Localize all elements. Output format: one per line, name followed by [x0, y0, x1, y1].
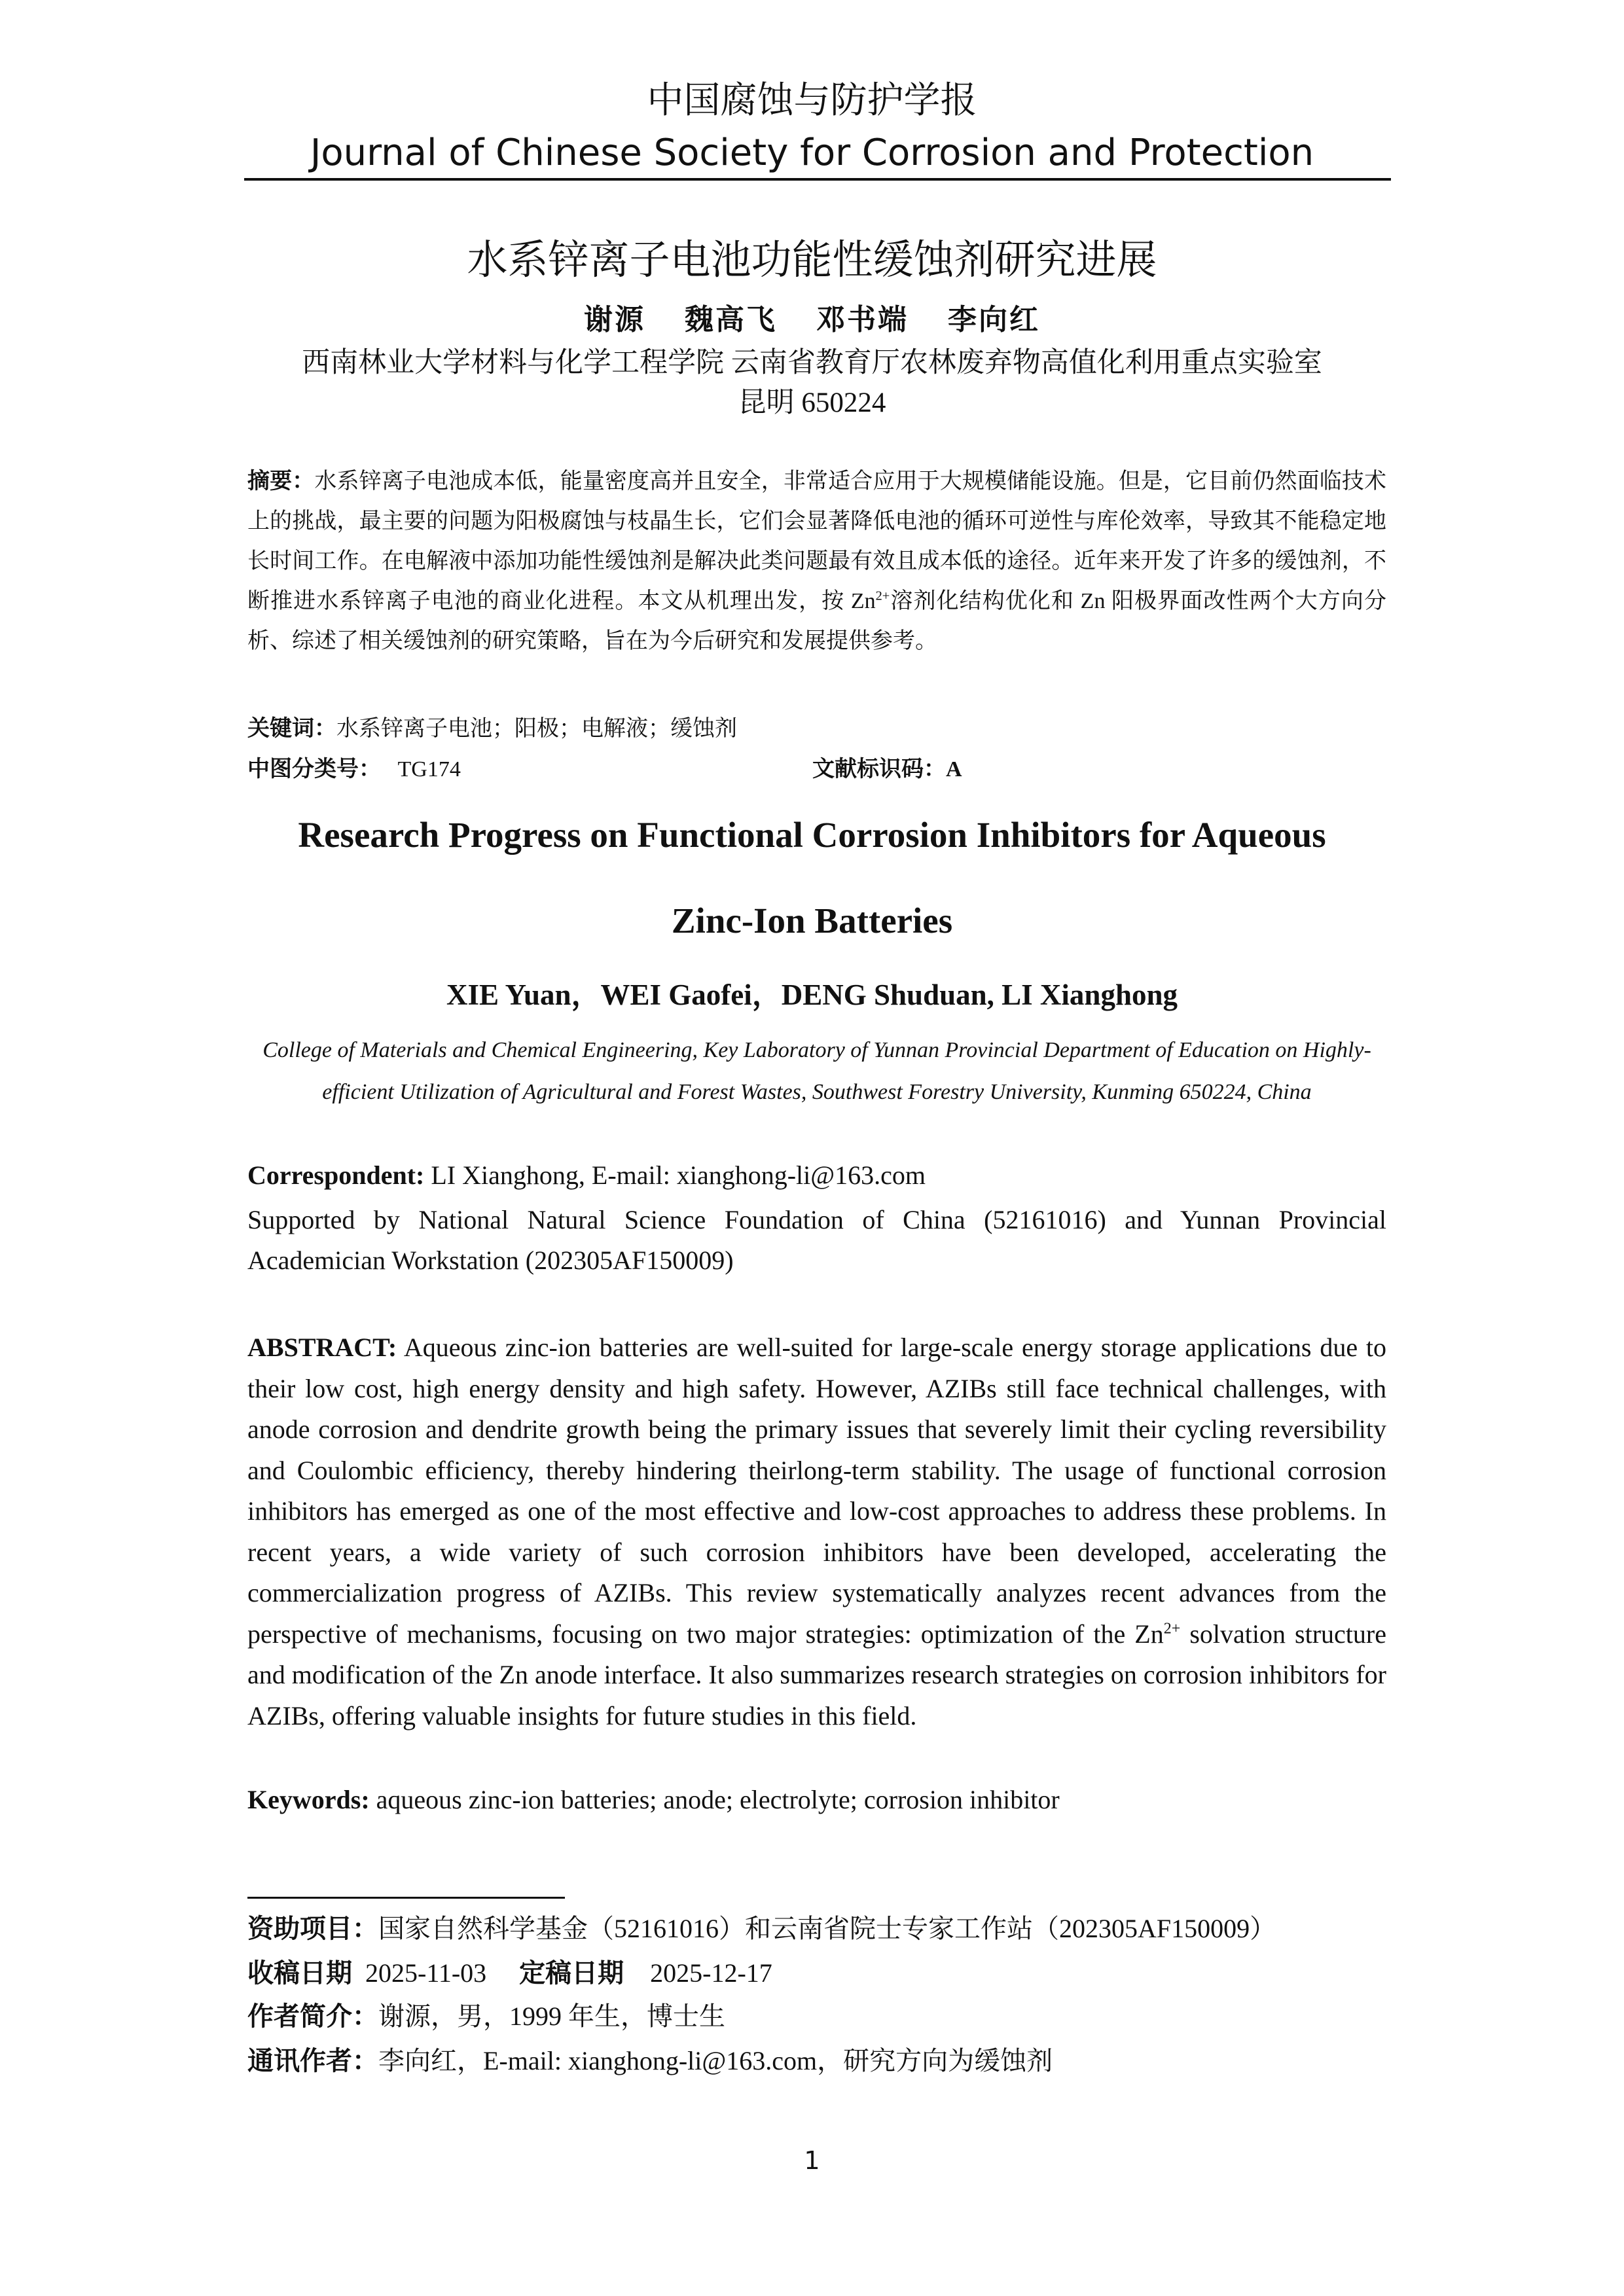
received-date: 2025-11-03: [365, 1958, 487, 1988]
footnote-author-bio: [247, 1998, 725, 2036]
abstract-en-text: solvation structure and modification of the Zn anode interface. It also summarizes research strategies on corrosion inhibitors for AZIBs, offering valuable insights for future studies in this field.: [247, 1619, 1386, 1731]
keywords-cn: [247, 712, 737, 745]
paper-title-en-line2: Zinc-Ion Batteries: [671, 901, 953, 941]
affiliation-cn-city: 昆明 650224: [738, 387, 886, 418]
footnote-dates: [247, 1954, 772, 1992]
keywords-en-label: Keywords:: [247, 1785, 370, 1814]
correspondent-en-label: Correspondent:: [247, 1160, 425, 1190]
header-rule: [244, 178, 1391, 181]
author-list-cn: [0, 300, 1624, 340]
funding-en: Supported by National Natural Science Foundation of China (52161016) and Yunnan Provincial Academician Workstation (202305AF150009): [247, 1205, 1386, 1275]
author-list-en: XIE Yuan，WEI Gaofei，DENG Shuduan, LI Xianghong: [446, 978, 1178, 1011]
footnote-funding: [247, 1910, 1276, 1948]
journal-name-en: Journal of Chinese Society for Corrosion and Protection: [310, 132, 1314, 174]
corresponding-author-value: 李向红，E-mail: xianghong-li@163.com，研究方向为缓蚀剂: [378, 2046, 1053, 2075]
document-code-value: A: [946, 757, 962, 781]
affiliation-en: College of Materials and Chemical Engineering, Key Laboratory of Yunnan Provincial Department of Education on Highly-efficient Utilization of Agricultural and Forest Wastes, Southwest Forestry University, Kunming 650224, China: [262, 1038, 1371, 1104]
clc-label: 中图分类号：: [247, 756, 381, 782]
clc-number: [247, 753, 461, 786]
abstract-en-text: Aqueous zinc-ion batteries are well-suited for large-scale energy storage applications due to their low cost, high energy density and high safety. However, AZIBs still face technical challenges, with anode corrosion and dendrite growth being the primary issues that severely limit their cycling reversibility and Coulombic efficiency, thereby hindering theirlong-term stability. The usage of functional corrosion inhibitors has emerged as one of the most effective and low-cost approaches to address these problems. In recent years, a wide variety of such corrosion inhibitors have been developed, accelerating the commercialization progress of AZIBs. This review systematically analyzes recent advances from the perspective of mechanisms, focusing on two major strategies: optimization of the Zn: [247, 1333, 1387, 1649]
footnote-funding-label: 资助项目：: [247, 1914, 378, 1944]
superscript: 2+: [1163, 1620, 1181, 1638]
clc-value: TG174: [397, 757, 461, 781]
affiliation-cn: 西南林业大学材料与化学工程学院 云南省教育厅农林废弃物高值化利用重点实验室: [302, 348, 1322, 378]
abstract-cn-label: 摘要：: [247, 468, 315, 494]
abstract-cn-text: 溶剂化结构优化和 Zn 阳极界面改性两个大方向分析、综述了相关缓蚀剂的研究策略，旨在为今后研究和发展提供参考。: [247, 589, 1386, 653]
received-label: 收稿日期: [247, 1958, 352, 1988]
journal-name-cn: 中国腐蚀与防护学报: [647, 79, 977, 122]
document-code: [812, 753, 962, 786]
keywords-cn-label: 关键词：: [247, 715, 336, 742]
page-number: 1: [804, 2146, 820, 2175]
keywords-en: [247, 1780, 1060, 1820]
correspondent-en: [247, 1156, 926, 1195]
author-cn: 李向红: [948, 304, 1040, 336]
abstract-cn: [247, 461, 1386, 661]
superscript: 2+: [875, 588, 890, 603]
author-cn: 谢源: [584, 304, 645, 336]
keywords-en-text: aqueous zinc-ion batteries; anode; electrolyte; corrosion inhibitor: [376, 1785, 1060, 1814]
document-code-label: 文献标识码：: [812, 756, 946, 782]
paper-title-en-line1: Research Progress on Functional Corrosion Inhibitors for Aqueous: [298, 815, 1326, 855]
author-bio-value: 谢源，男，1999 年生，博士生: [378, 2001, 725, 2031]
abstract-en: [247, 1327, 1386, 1736]
keywords-cn-text: 水系锌离子电池；阳极；电解液；缓蚀剂: [336, 717, 737, 741]
author-bio-label: 作者简介：: [247, 2001, 378, 2032]
footnote-rule: [247, 1897, 565, 1899]
author-cn: 邓书端: [816, 304, 909, 336]
paper-title-cn: 水系锌离子电池功能性缓蚀剂研究进展: [467, 236, 1157, 283]
abstract-en-label: ABSTRACT:: [247, 1333, 397, 1362]
accepted-date: 2025-12-17: [650, 1958, 772, 1988]
author-cn: 魏高飞: [685, 304, 777, 336]
footnote-corresponding-author: [247, 2042, 1053, 2080]
corresponding-author-label: 通讯作者：: [247, 2046, 378, 2076]
footnote-funding-value: 国家自然科学基金（52161016）和云南省院士专家工作站（202305AF150009）: [378, 1914, 1276, 1943]
accepted-label: 定稿日期: [519, 1958, 624, 1988]
abstract-cn-text: 水系锌离子电池成本低，能量密度高并且安全，非常适合应用于大规模储能设施。但是，它目前仍然面临技术上的挑战，最主要的问题为阳极腐蚀与枝晶生长，它们会显著降低电池的循环可逆性与库伦效率，导致其不能稳定地长时间工作。在电解液中添加功能性缓蚀剂是解决此类问题最有效且成本低的途径。近年来开发了许多的缓蚀剂，不断推进水系锌离子电池的商业化进程。本文从机理出发，按 Zn: [247, 469, 1387, 613]
correspondent-en-value: LI Xianghong, E-mail: xianghong-li@163.com: [431, 1160, 926, 1190]
